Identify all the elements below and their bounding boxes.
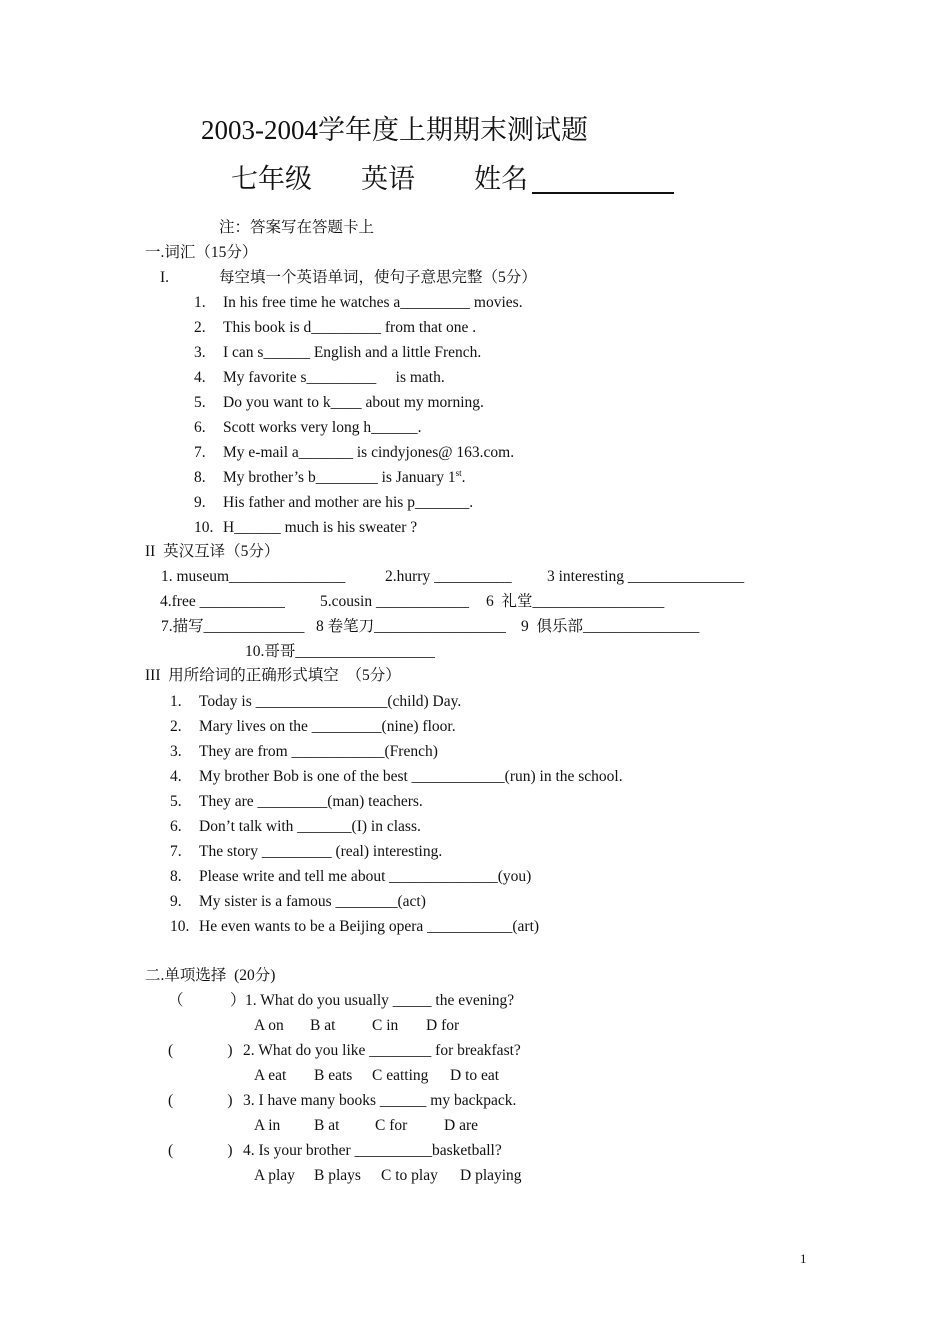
translation-item: 2.hurry __________ — [385, 568, 512, 585]
item-number: 2. — [194, 319, 206, 336]
item-number: 4. — [194, 369, 206, 386]
translation-item: 6 礼堂_________________ — [486, 593, 665, 610]
question-text: 1. What do you usually _____ the evening? — [245, 992, 515, 1009]
item-number: 10. — [194, 519, 214, 536]
part-i-label: I. — [160, 269, 170, 286]
translation-item: 1. museum_______________ — [161, 568, 346, 585]
item-number: 9. — [194, 494, 206, 511]
item-number: 2. — [170, 718, 182, 735]
item-number: 8. — [170, 868, 182, 885]
answer-paren[interactable]: ( ) — [168, 1142, 233, 1159]
fill-sentence: In his free time he watches a_________ movies. — [223, 294, 523, 311]
fill-sentence: I can s______ English and a little French. — [223, 344, 482, 361]
option-c: C in — [372, 1017, 399, 1034]
fill-sentence: My favorite s_________ is math. — [223, 369, 445, 386]
word-form-sentence: He even wants to be a Beijing opera ___________(art) — [199, 918, 540, 935]
option-d: D to eat — [450, 1067, 500, 1084]
section-2-heading: 二.单项选择 (20分) — [145, 967, 276, 984]
option-a: A in — [254, 1117, 281, 1134]
item-number: 9. — [170, 893, 182, 910]
page-number: 1 — [800, 1251, 807, 1266]
item-number: 4. — [170, 768, 182, 785]
part-iii-heading: III 用所给词的正确形式填空 （5分） — [145, 667, 401, 684]
option-b: B eats — [314, 1067, 353, 1084]
word-form-sentence: The story _________ (real) interesting. — [199, 843, 443, 860]
option-d: D for — [426, 1017, 460, 1034]
word-form-sentence: They are _________(man) teachers. — [199, 793, 423, 810]
item-number: 6. — [170, 818, 182, 835]
item-number: 8. — [194, 469, 206, 486]
part-ii-heading: II 英汉互译（5分） — [145, 543, 280, 560]
question-text: 2. What do you like ________ for breakfast? — [243, 1042, 521, 1059]
option-c: C eatting — [372, 1067, 429, 1084]
option-a: A eat — [254, 1067, 287, 1084]
question-text: 3. I have many books ______ my backpack. — [243, 1092, 517, 1109]
item-number: 1. — [170, 693, 182, 710]
translation-item: 3 interesting _______________ — [547, 568, 745, 585]
fill-sentence: H______ much is his sweater ? — [223, 519, 418, 536]
answer-paren[interactable]: ( ) — [168, 1092, 233, 1109]
item-number: 10. — [170, 918, 190, 935]
answer-note: 注：答案写在答题卡上 — [219, 219, 375, 236]
item-number: 6. — [194, 419, 206, 436]
ordinal-suffix: st — [455, 467, 462, 478]
option-d: D playing — [460, 1167, 522, 1184]
answer-paren[interactable]: ( ) — [168, 1042, 233, 1059]
fill-sentence-text: My brother’s b________ is January 1 — [223, 469, 456, 486]
fill-sentence: Do you want to k____ about my morning. — [223, 394, 484, 411]
word-form-sentence: Please write and tell me about ______________(you) — [199, 868, 532, 885]
translation-item: 5.cousin ____________ — [320, 593, 469, 610]
option-d: D are — [444, 1117, 478, 1134]
translation-item: 7.描写_____________ — [161, 618, 305, 635]
item-number: 7. — [194, 444, 206, 461]
section-1-heading: 一.词汇（15分） — [145, 244, 258, 261]
option-c: C for — [375, 1117, 408, 1134]
question-text: 4. Is your brother __________basketball? — [243, 1142, 502, 1159]
part-i-instruction: 每空填一个英语单词，使句子意思完整（5分） — [219, 269, 537, 286]
word-form-sentence: My sister is a famous ________(act) — [199, 893, 426, 910]
word-form-sentence: Don’t talk with _______(I) in class. — [199, 818, 421, 835]
word-form-sentence: Today is _________________(child) Day. — [199, 693, 462, 710]
exam-title: 2003-2004学年度上期期末测试题 — [201, 115, 588, 145]
sentence-end: . — [461, 469, 466, 486]
translation-item: 10.哥哥__________________ — [245, 643, 435, 660]
name-label: 姓名 — [474, 164, 528, 194]
option-a: A play — [254, 1167, 295, 1184]
translation-item: 8 卷笔刀_________________ — [316, 618, 506, 635]
item-number: 3. — [194, 344, 206, 361]
item-number: 5. — [170, 793, 182, 810]
fill-sentence: This book is d_________ from that one . — [223, 319, 477, 336]
word-form-sentence: Mary lives on the _________(nine) floor. — [199, 718, 456, 735]
item-number: 3. — [170, 743, 182, 760]
option-b: B at — [310, 1017, 336, 1034]
option-b: B plays — [314, 1167, 361, 1184]
fill-sentence: His father and mother are his p_______. — [223, 494, 474, 511]
fill-sentence: Scott works very long h______. — [223, 419, 422, 436]
word-form-sentence: My brother Bob is one of the best ____________(run) in the school. — [199, 768, 623, 785]
name-blank[interactable] — [532, 168, 674, 194]
subject-label: 英语 — [361, 164, 415, 194]
fill-sentence: My e-mail a_______ is cindyjones@ 163.com. — [223, 444, 515, 461]
item-number: 7. — [170, 843, 182, 860]
translation-item: 4.free ___________ — [160, 593, 285, 610]
option-b: B at — [314, 1117, 340, 1134]
answer-paren[interactable]: （ ） — [168, 992, 246, 1009]
option-c: C to play — [381, 1167, 438, 1184]
item-number: 1. — [194, 294, 206, 311]
option-a: A on — [254, 1017, 284, 1034]
fill-sentence — [223, 467, 466, 486]
word-form-sentence: They are from ____________(French) — [199, 743, 438, 760]
translation-item: 9 俱乐部_______________ — [521, 618, 700, 635]
item-number: 5. — [194, 394, 206, 411]
grade-label: 七年级 — [231, 164, 312, 194]
